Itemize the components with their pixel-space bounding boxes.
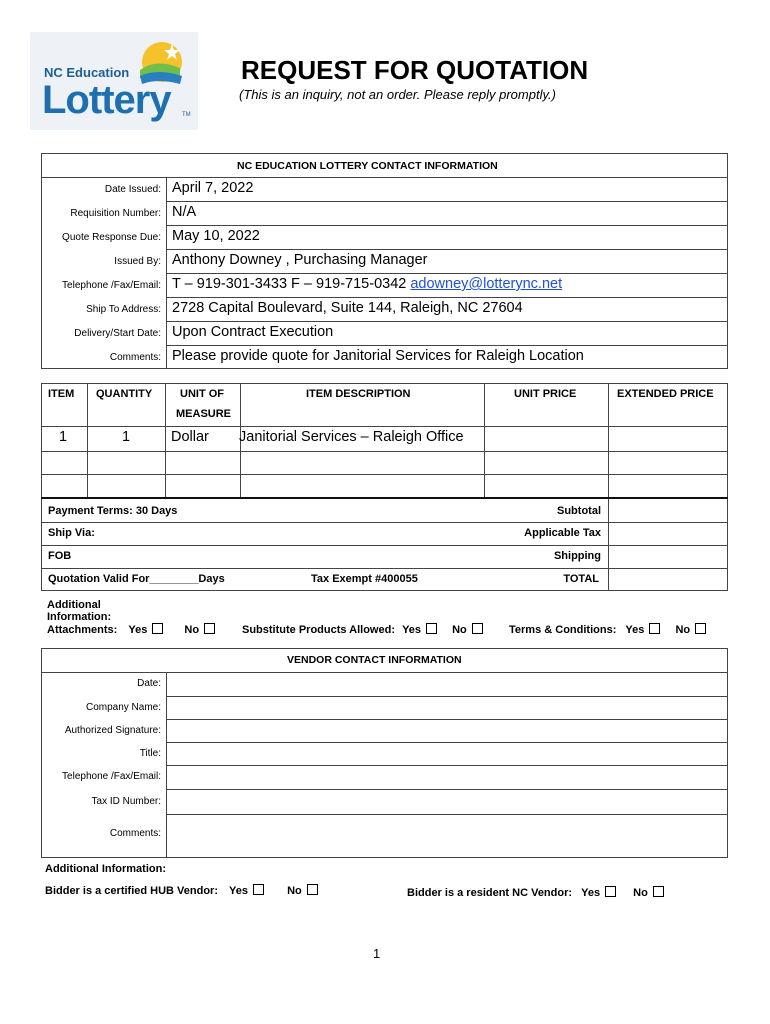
fob: FOB [48,550,72,562]
logo-big-text: Lottery [42,78,171,122]
resident-vendor-group [407,886,664,899]
resident-no-label: No [633,887,648,899]
resident-yes-label: Yes [581,887,601,899]
requisition-number-label: Requisition Number: [70,208,161,219]
hub-yes-label: Yes [229,885,249,897]
comments-label: Comments: [109,352,161,363]
attachments-no-label: No [184,624,200,636]
resident-no-checkbox[interactable] [653,886,664,897]
telephone-fax-text: T – 919-301-3433 F – 919-715-0342 [172,276,407,292]
issued-by-label: Issued By: [114,256,161,267]
vendor-telephone-field[interactable] [168,766,726,788]
vendor-signature-label: Authorized Signature: [64,725,161,736]
col-quantity: QUANTITY [96,388,153,400]
col-item: ITEM [48,388,75,400]
vendor-company-label: Company Name: [85,702,161,713]
issued-by-value: Anthony Downey , Purchasing Manager [172,252,428,268]
vendor-date-field[interactable] [168,673,726,695]
requisition-number-value: N/A [172,204,197,220]
substitute-group [242,623,483,636]
logo-small-text: NC Education [44,65,130,80]
ship-to-address-label: Ship To Address: [86,304,161,315]
vendor-heading: VENDOR CONTACT INFORMATION [287,654,462,666]
comments-value: Please provide quote for Janitorial Services for Raleigh Location [172,348,584,364]
col-extended-price: EXTENDED PRICE [617,388,714,400]
substitute-label: Substitute Products Allowed: [242,624,395,636]
telephone-fax-email-label: Telephone /Fax/Email: [62,280,161,291]
payment-terms: Payment Terms: 30 Days [48,505,178,517]
additional-info-label-line2: Information: [47,611,112,623]
quotation-valid: Quotation Valid For________Days [48,573,225,585]
email-link[interactable]: adowney@lotterync.net [410,276,563,292]
telephone-fax-value [172,276,562,292]
hub-vendor-label: Bidder is a certified HUB Vendor: [45,885,218,897]
vendor-title-field[interactable] [168,743,726,764]
substitute-yes-checkbox[interactable] [426,623,437,634]
logo-trademark: TM [182,112,191,118]
vendor-company-field[interactable] [168,697,726,718]
vendor-taxid-label: Tax ID Number: [91,796,161,807]
row1-item: 1 [59,429,68,445]
vendor-telephone-label: Telephone /Fax/Email: [62,771,161,782]
terms-yes-label: Yes [625,624,645,636]
nc-education-lottery-logo [30,32,198,130]
hub-no-checkbox[interactable] [307,884,318,895]
terms-conditions-group [509,623,706,636]
shipping-label: Shipping [553,550,601,562]
attachments-group [47,623,215,636]
substitute-yes-label: Yes [402,624,422,636]
terms-no-label: No [675,624,691,636]
vendor-title-label: Title: [139,748,161,759]
delivery-start-date-label: Delivery/Start Date: [74,328,161,339]
col-unit-line2: MEASURE [176,408,232,420]
substitute-no-checkbox[interactable] [472,623,483,634]
hub-no-label: No [287,885,302,897]
date-issued-value: April 7, 2022 [172,180,254,196]
vendor-comments-label: Comments: [109,828,161,839]
attachments-yes-label: Yes [128,624,148,636]
substitute-no-label: No [452,624,467,636]
resident-vendor-label: Bidder is a resident NC Vendor: [407,887,573,899]
attachments-yes-checkbox[interactable] [152,623,163,634]
additional-info-label-line1: Additional [47,599,101,611]
vendor-comments-field[interactable] [168,815,726,856]
quote-response-due-label: Quote Response Due: [62,232,161,243]
delivery-start-date-value: Upon Contract Execution [172,324,334,340]
terms-no-checkbox[interactable] [695,623,706,634]
attachments-no-checkbox[interactable] [204,623,215,634]
date-issued-label: Date Issued: [104,184,161,195]
resident-yes-checkbox[interactable] [605,886,616,897]
contact-heading: NC EDUCATION LOTTERY CONTACT INFORMATION [237,160,498,172]
terms-conditions-label: Terms & Conditions: [509,624,617,636]
ship-via: Ship Via: [48,527,95,539]
vendor-signature-field[interactable] [168,720,726,741]
subtotal-label: Subtotal [557,505,601,517]
ship-to-address-value: 2728 Capital Boulevard, Suite 144, Raleigh, NC 27604 [172,300,523,316]
col-unit-price: UNIT PRICE [514,388,577,400]
vendor-date-label: Date: [137,678,161,689]
row1-description: Janitorial Services – Raleigh Office [239,429,464,445]
vendor-taxid-field[interactable] [168,790,726,813]
page-number: 1 [373,946,381,961]
page-title: REQUEST FOR QUOTATION [241,55,589,85]
terms-yes-checkbox[interactable] [649,623,660,634]
page-subtitle: (This is an inquiry, not an order. Please reply promptly.) [239,87,556,102]
total-label: TOTAL [563,573,599,585]
col-description: ITEM DESCRIPTION [306,388,411,400]
footer-additional-info: Additional Information: [45,863,166,875]
col-unit-line1: UNIT OF [180,388,224,400]
row1-quantity: 1 [122,429,131,445]
row1-unit: Dollar [171,429,209,445]
attachments-label: Attachments: [47,624,118,636]
hub-yes-checkbox[interactable] [253,884,264,895]
quote-response-due-value: May 10, 2022 [172,228,260,244]
applicable-tax-label: Applicable Tax [524,527,601,539]
hub-vendor-group [45,884,318,897]
tax-exempt: Tax Exempt #400055 [311,573,418,585]
